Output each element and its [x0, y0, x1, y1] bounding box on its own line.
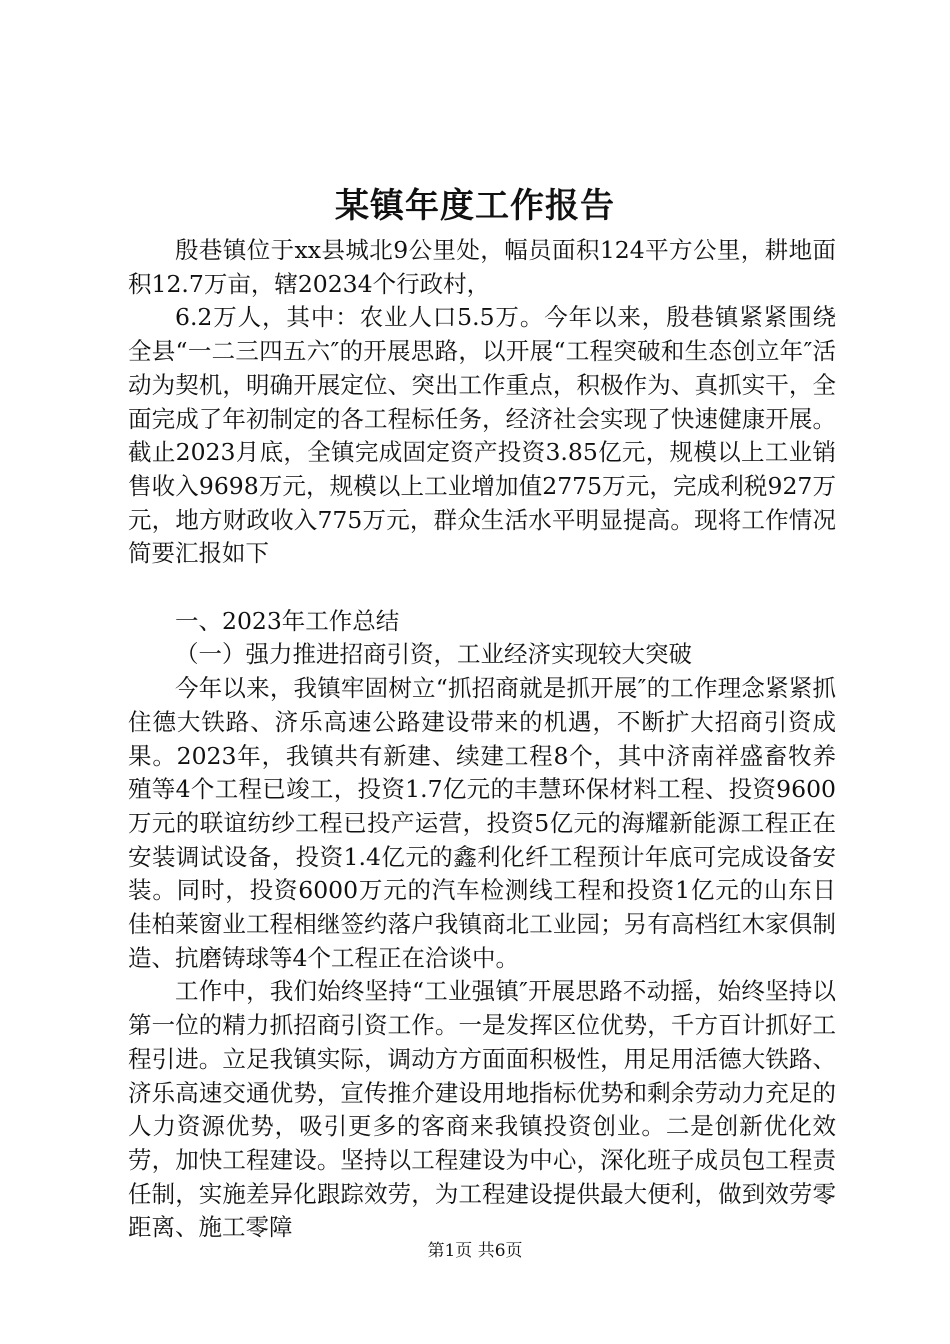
- section-paragraph-2: 工作中，我们始终坚持“工业强镇″开展思路不动摇，始终坚持以第一位的精力抓招商引资工作。一是发挥区位优势，千方百计抓好工程引进。立足我镇实际，调动方方面面积极性，用足用活德大铁路、济乐高速交通优势，宣传推介建设用地指标优势和剩余劳动力充足的人力资源优势，吸引更多的客商来我镇投资创业。二是创新优化效劳，加快工程建设。坚持以工程建设为中心，深化班子成员包工程责任制，实施差异化跟踪效劳，为工程建设提供最大便利，做到效劳零距离、施工零障: [128, 977, 836, 1242]
- section-sub-heading: （一）强力推进招商引资，工业经济实现较大突破: [175, 640, 692, 669]
- document-body: [128, 234, 836, 1245]
- section-heading: 一、2023年工作总结: [175, 606, 400, 635]
- page-footer: 第1页 共6页: [427, 1241, 523, 1261]
- document-title: 某镇年度工作报告: [335, 186, 615, 226]
- intro-paragraph-1: 殷巷镇位于xx县城北9公里处，幅员面积124平方公里，耕地面积12.7万亩，辖20234个行政村，: [128, 236, 836, 298]
- intro-paragraph-2: 6.2万人，其中：农业人口5.5万。今年以来，殷巷镇紧紧围绕全县“一二三四五六″的开展思路，以开展“工程突破和生态创立年″活动为契机，明确开展定位、突出工作重点，积极作为、真抓实干，全面完成了年初制定的各工程标任务，经济社会实现了快速健康开展。截止2023月底，全镇完成固定资产投资3.85亿元，规模以上工业销售收入9698万元，规模以上工业增加值2775万元，完成利税927万元，地方财政收入775万元，群众生活水平明显提高。现将工作情况简要汇报如下: [128, 303, 836, 568]
- section-paragraph-1: 今年以来，我镇牢固树立“抓招商就是抓开展″的工作理念紧紧抓住德大铁路、济乐高速公路建设带来的机遇，不断扩大招商引资成果。2023年，我镇共有新建、续建工程8个，其中济南祥盛畜牧养殖等4个工程已竣工，投资1.7亿元的丰慧环保材料工程、投资9600万元的联谊纺纱工程已投产运营，投资5亿元的海耀新能源工程正在安装调试设备，投资1.4亿元的鑫利化纤工程预计年底可完成设备安装。同时，投资6000万元的汽车检测线工程和投资1亿元的山东日佳柏莱窗业工程相继签约落户我镇商北工业园；另有高档红木家俱制造、抗磨铸球等4个工程正在洽谈中。: [128, 674, 836, 972]
